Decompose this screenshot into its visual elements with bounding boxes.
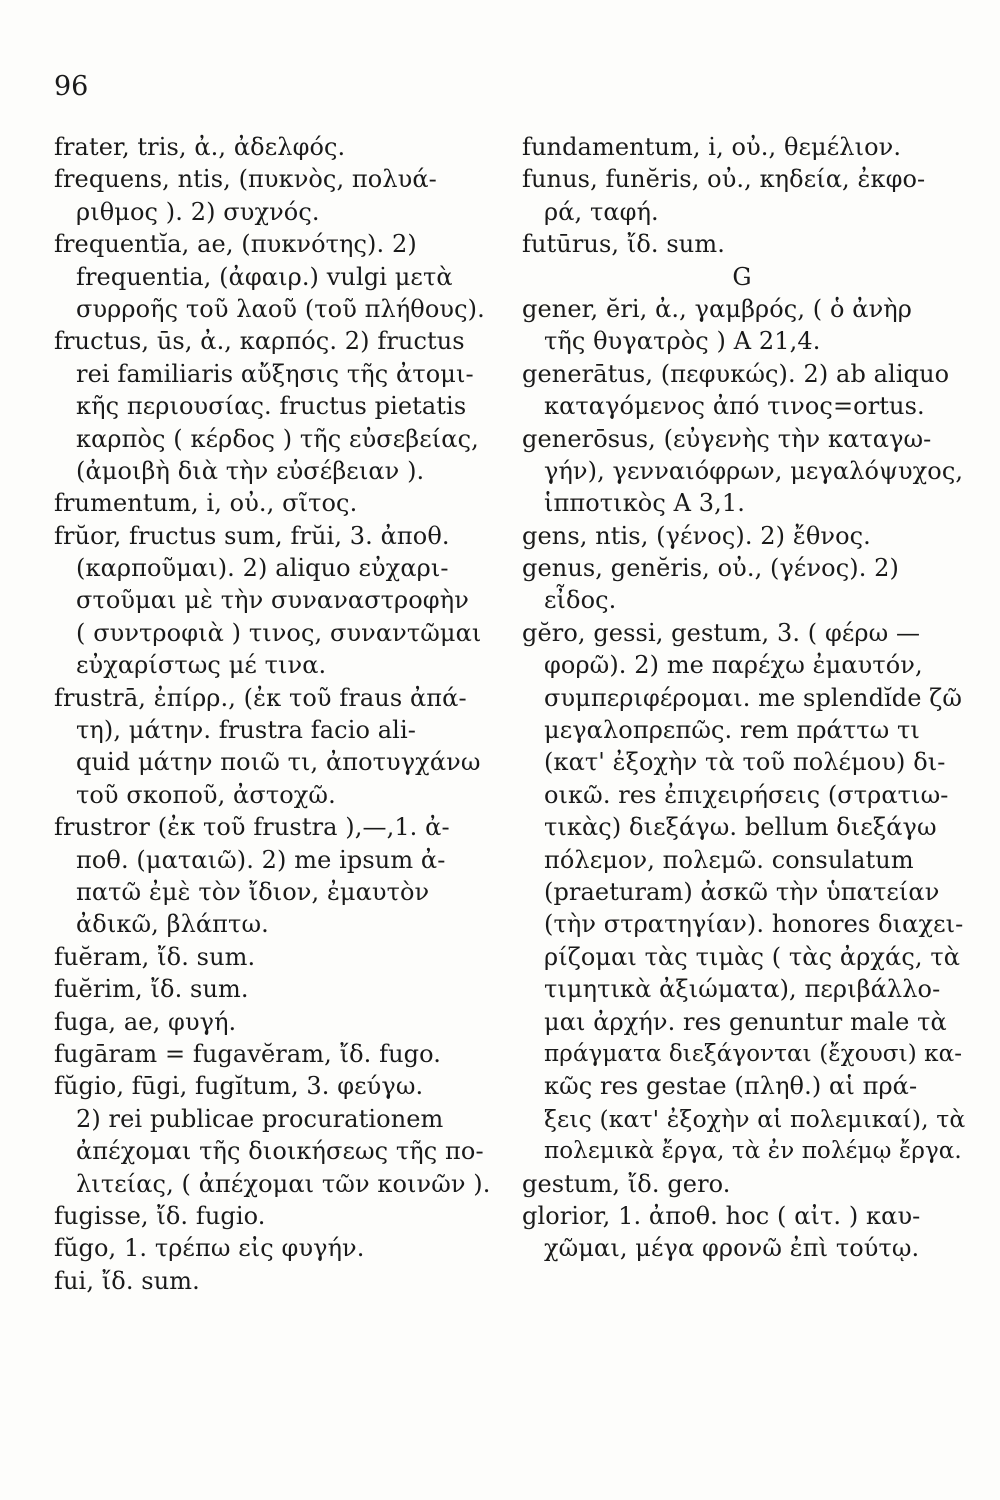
dictionary-line: εἶδος.	[544, 586, 617, 615]
dictionary-line: γήν), γενναιόφρων, μεγαλόψυχος,	[544, 456, 964, 485]
dictionary-line: πράγματα διεξάγονται (ἔχουσι) κα-	[544, 1040, 963, 1067]
dictionary-line: gĕro, gessi, gestum, 3. ( φέρω —	[522, 618, 921, 647]
dictionary-line: (ἀμοιβὴ διὰ τὴν εὐσέβειαν ).	[76, 456, 425, 485]
dictionary-line: frequens, ntis, (πυκνὸς, πολυά-	[54, 165, 437, 194]
dictionary-line: κῆς περιουσίας. fructus pietatis	[76, 392, 467, 421]
dictionary-line: fuĕrim, ἴδ. sum.	[54, 975, 249, 1004]
dictionary-line: frumentum, i, οὐ., σῖτος.	[54, 489, 358, 518]
dictionary-line: ( συντροφιὰ ) τινος, συναντῶμαι	[76, 618, 482, 647]
dictionary-line: πολεμικὰ ἔργα, τὰ ἐν πολέμῳ ἔργα.	[544, 1138, 962, 1165]
dictionary-line: κῶς res gestae (πληθ.) αἱ πρά-	[544, 1072, 918, 1101]
dictionary-line: funus, funĕris, οὐ., κηδεία, ἐκφο-	[522, 165, 926, 194]
dictionary-line: genus, genĕris, οὐ., (γένος). 2)	[522, 554, 900, 583]
dictionary-line: καταγόμενος ἀπό τινος=ortus.	[544, 392, 925, 421]
dictionary-line: (praeturam) ἀσκῶ τὴν ὑπατείαν	[544, 877, 940, 906]
dictionary-line: frustrā, ἐπίρρ., (ἐκ τοῦ fraus ἀπά-	[54, 683, 467, 712]
dictionary-line: στοῦμαι μὲ τὴν συναναστροφὴν	[76, 586, 469, 615]
dictionary-line: πατῶ ἐμὲ τὸν ἴδιον, ἐμαυτὸν	[76, 877, 430, 906]
dictionary-line: μαι ἀρχήν. res genuntur male τὰ	[544, 1007, 947, 1036]
dictionary-line: (κατ' ἐξοχὴν τὰ τοῦ πολέμου) δι-	[544, 748, 946, 777]
dictionary-line: ξεις (κατ' ἐξοχὴν αἱ πολεμικαί), τὰ	[544, 1104, 966, 1133]
page-number: 96	[54, 71, 89, 102]
dictionary-line: gens, ntis, (γένος). 2) ἔθνος.	[522, 521, 871, 550]
dictionary-line: ρίζομαι τὰς τιμὰς ( τὰς ἀρχάς, τὰ	[544, 942, 961, 971]
dictionary-line: frequentĭa, ae, (πυκνότης). 2)	[54, 230, 417, 259]
dictionary-line: τῆς θυγατρὸς ) A 21,4.	[544, 327, 821, 356]
dictionary-line: καρπὸς ( κέρδος ) τῆς εὐσεβείας,	[76, 424, 479, 453]
dictionary-line: fuĕram, ἴδ. sum.	[54, 942, 256, 971]
dictionary-line: λιτείας, ( ἀπέχομαι τῶν κοινῶν ).	[76, 1169, 491, 1198]
section-letter	[522, 261, 962, 293]
dictionary-line: συμπεριφέρομαι. me splendĭde ζῶ	[544, 683, 963, 712]
dictionary-line: fuga, ae, φυγή.	[54, 1007, 237, 1036]
section-letter-text: G	[732, 262, 752, 291]
dictionary-line: τη), μάτην. frustra facio ali-	[76, 716, 416, 745]
dictionary-line: fŭgio, fūgi, fugĭtum, 3. φεύγω.	[54, 1072, 424, 1101]
dictionary-line: ἀδικῶ, βλάπτω.	[76, 910, 269, 939]
dictionary-line: 2) rei publicae procurationem	[76, 1104, 444, 1133]
dictionary-line: fugāram = fugavĕram, ἴδ. fugo.	[54, 1039, 441, 1068]
dictionary-line: φορῶ). 2) me παρέχω ἐμαυτόν,	[544, 651, 923, 680]
dictionary-line: gestum, ἴδ. gero.	[522, 1169, 731, 1198]
left-column	[54, 131, 494, 1297]
dictionary-line: fundamentum, i, οὐ., θεμέλιον.	[522, 133, 902, 161]
dictionary-line: τιμητικὰ ἀξιώματα), περιβάλλο-	[544, 975, 941, 1004]
dictionary-line: gener, ĕri, ἀ., γαμβρός, ( ὁ ἀνὴρ	[522, 294, 912, 323]
dictionary-line: fructus, ūs, ἀ., καρπός. 2) fructus	[54, 327, 465, 356]
dictionary-line: οικῶ. res ἐπιχειρήσεις (στρατιω-	[544, 780, 949, 809]
dictionary-line: futūrus, ἴδ. sum.	[522, 230, 725, 259]
dictionary-line: frater, tris, ἀ., ἀδελφός.	[54, 133, 346, 161]
right-column-top	[522, 131, 962, 261]
dictionary-line: (τὴν στρατηγίαν). honores διαχει-	[544, 910, 964, 939]
dictionary-line: glorior, 1. ἀποθ. hoc ( αἰτ. ) καυ-	[522, 1201, 921, 1230]
dictionary-line: ἱπποτικὸς A 3,1.	[544, 489, 745, 518]
dictionary-line: fŭgo, 1. τρέπω εἰς φυγήν.	[54, 1234, 365, 1263]
dictionary-line: frŭor, fructus sum, frŭi, 3. ἀποθ.	[54, 521, 450, 550]
dictionary-line: τικὰς) διεξάγω. bellum διεξάγω	[544, 813, 937, 842]
right-column-bottom	[522, 293, 966, 1265]
dictionary-line: fui, ἴδ. sum.	[54, 1266, 200, 1295]
dictionary-line: quid μάτην ποιῶ τι, ἀποτυγχάνω	[76, 748, 481, 777]
dictionary-line: ἀπέχομαι τῆς διοικήσεως τῆς πο-	[76, 1137, 484, 1166]
dictionary-line: τοῦ σκοποῦ, ἀστοχῶ.	[76, 780, 336, 809]
dictionary-line: generātus, (πεφυκώς). 2) ab aliquo	[522, 359, 950, 388]
dictionary-line: μεγαλοπρεπῶς. rem πράττω τι	[544, 716, 920, 745]
dictionary-line: rei familiaris αὔξησις τῆς ἀτομι-	[76, 359, 474, 388]
dictionary-line: χῶμαι, μέγα φρονῶ ἐπὶ τούτῳ.	[544, 1234, 920, 1263]
dictionary-line: fugisse, ἴδ. fugio.	[54, 1201, 266, 1230]
dictionary-line: generōsus, (εὐγενὴς τὴν καταγω-	[522, 424, 932, 453]
dictionary-line: frequentia, (ἀφαιρ.) vulgi μετὰ	[76, 262, 453, 291]
dictionary-line: frustror (ἐκ τοῦ frustra ),—,1. ἀ-	[54, 813, 450, 842]
dictionary-line: συρροῆς τοῦ λαοῦ (τοῦ πλήθους).	[76, 294, 485, 323]
dictionary-line: πόλεμον, πολεμῶ. consulatum	[544, 845, 914, 874]
dictionary-line: (καρποῦμαι). 2) aliquo εὐχαρι-	[76, 554, 449, 583]
dictionary-line: ρά, ταφή.	[544, 197, 659, 226]
right-column	[522, 131, 966, 1265]
dictionary-line: εὐχαρίστως μέ τινα.	[76, 651, 327, 680]
dictionary-line: ποθ. (ματαιῶ). 2) me ipsum ἀ-	[76, 845, 446, 874]
dictionary-line: ριθμος ). 2) συχνός.	[76, 197, 320, 226]
